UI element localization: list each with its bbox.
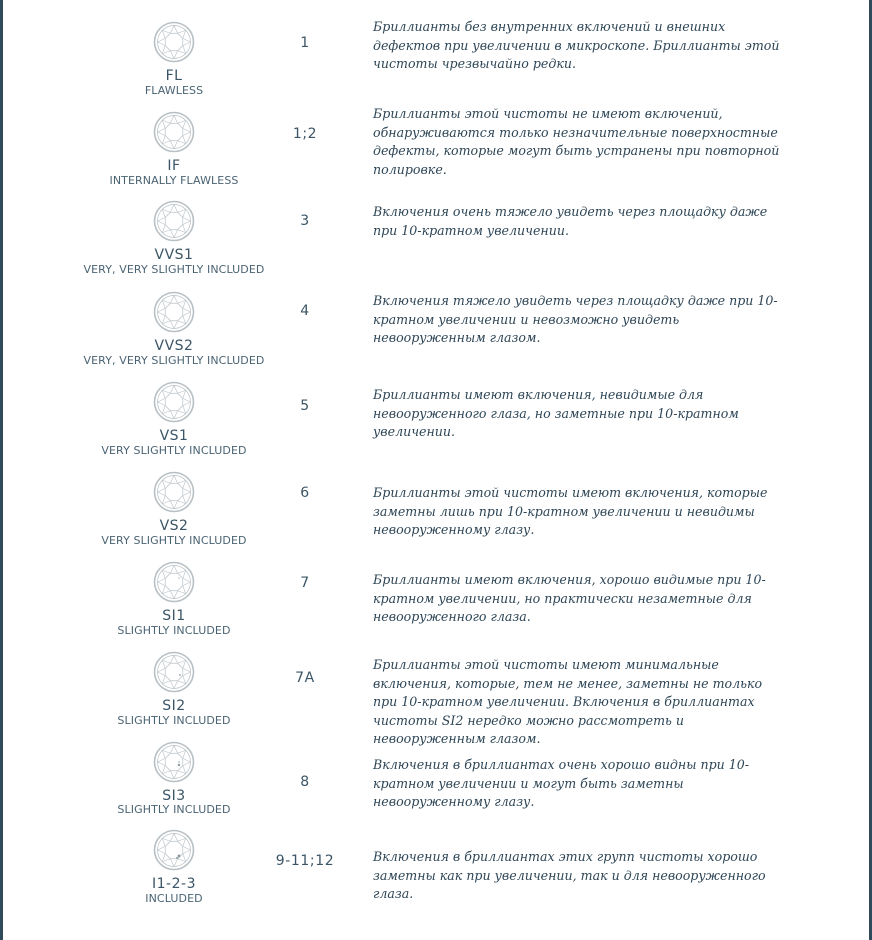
grade-description: Включения очень тяжело увидеть через площадку даже при 10-кратном увеличении. [373, 204, 768, 238]
diamond-icon [153, 829, 195, 871]
grade-description: Бриллианты этой чистоты не имеют включений, обнаруживаются только незначительные поверхностные дефекты, которые могут быть устранены при повторной полировке. [373, 106, 780, 177]
grade-code: SI3 [162, 788, 186, 804]
grade-number: 6 [300, 485, 310, 501]
grade-name: VERY, VERY SLIGHTLY INCLUDED [83, 263, 265, 276]
diamond-icon [153, 651, 195, 693]
diamond-icon-wrapper [153, 471, 195, 513]
grade-name: INCLUDED [145, 892, 203, 905]
grade-name: VERY SLIGHTLY INCLUDED [101, 444, 247, 457]
diamond-icon-wrapper [153, 381, 195, 423]
grade-number: 1;2 [292, 126, 318, 142]
grade-description: Бриллианты этой чистоты имеют минимальные включения, которые, тем не менее, заметны не только при 10-кратном увеличении. Включения в бриллиантах чистоты SI2 нередко можно рассмотреть и невооруженным глазом. [373, 657, 763, 746]
diamond-icon [153, 471, 195, 513]
diamond-icon [153, 111, 195, 153]
diamond-icon [153, 291, 195, 333]
diamond-icon-wrapper [153, 829, 195, 871]
diamond-icon-wrapper [153, 200, 195, 242]
diamond-icon-wrapper [153, 21, 195, 63]
grade-code: IF [167, 158, 181, 174]
grade-description: Бриллианты имеют включения, невидимые для невооруженного глаза, но заметные при 10-кратном увеличении. [373, 387, 739, 439]
grade-code: SI2 [162, 698, 186, 714]
grade-name: FLAWLESS [144, 84, 204, 97]
grade-description: Бриллианты без внутренних включений и внешних дефектов при увеличении в микроскопе. Бриллианты этой чистоты чрезвычайно редки. [373, 19, 780, 71]
diamond-icon [153, 21, 195, 63]
grade-name: VERY SLIGHTLY INCLUDED [101, 534, 247, 547]
grade-code: VVS2 [154, 338, 194, 354]
diamond-icon [153, 741, 195, 783]
grade-code: VVS1 [154, 247, 194, 263]
grade-number: 7A [295, 670, 315, 686]
grade-description: Бриллианты имеют включения, хорошо видимые при 10-кратном увеличении, но практически незаметные для невооруженного глаза. [373, 572, 766, 624]
grade-description: Включения в бриллиантах очень хорошо видны при 10- кратном увеличении и могут быть заметны невооруженному глазу. [373, 757, 750, 809]
grade-name: SLIGHTLY INCLUDED [117, 624, 231, 637]
diamond-icon [153, 561, 195, 603]
grade-code: I1-2-3 [152, 876, 196, 892]
grade-code: VS2 [159, 518, 189, 534]
diamond-icon-wrapper [153, 741, 195, 783]
grade-description: Включения в бриллиантах этих групп чистоты хорошо заметны как при увеличении, так и для невооруженного глаза. [373, 849, 766, 901]
grade-number: 5 [300, 398, 310, 414]
grade-number: 4 [300, 303, 310, 319]
diamond-icon-wrapper [153, 291, 195, 333]
grade-number: 8 [300, 774, 310, 790]
grade-number: 1 [300, 35, 310, 51]
inclusion-mark [178, 764, 180, 766]
grade-number: 3 [300, 213, 310, 229]
inclusion-mark [178, 577, 179, 578]
grade-code: VS1 [159, 428, 189, 444]
grade-name: SLIGHTLY INCLUDED [117, 714, 231, 727]
inclusion-mark [178, 855, 181, 858]
grade-code: FL [165, 68, 183, 84]
diamond-icon-wrapper [153, 111, 195, 153]
grade-number: 9-11;12 [275, 853, 335, 869]
grade-description: Включения тяжело увидеть через площадку даже при 10-кратном увеличении и невозможно увидеть невооруженным глазом. [373, 293, 778, 345]
grade-name: VERY, VERY SLIGHTLY INCLUDED [83, 354, 265, 367]
inclusion-mark [179, 674, 181, 676]
diamond-icon-wrapper [153, 651, 195, 693]
diamond-icon-wrapper [153, 561, 195, 603]
diamond-icon [153, 381, 195, 423]
inclusion-mark [178, 761, 179, 762]
grade-code: SI1 [162, 608, 186, 624]
grade-name: SLIGHTLY INCLUDED [117, 803, 231, 816]
grade-number: 7 [300, 575, 310, 591]
grade-name: INTERNALLY FLAWLESS [109, 174, 239, 187]
diamond-icon [153, 200, 195, 242]
inclusion-mark [176, 857, 178, 859]
grade-description: Бриллианты этой чистоты имеют включения, которые заметны лишь при 10-кратном увеличении и невидимы невооруженному глазу. [373, 485, 768, 537]
